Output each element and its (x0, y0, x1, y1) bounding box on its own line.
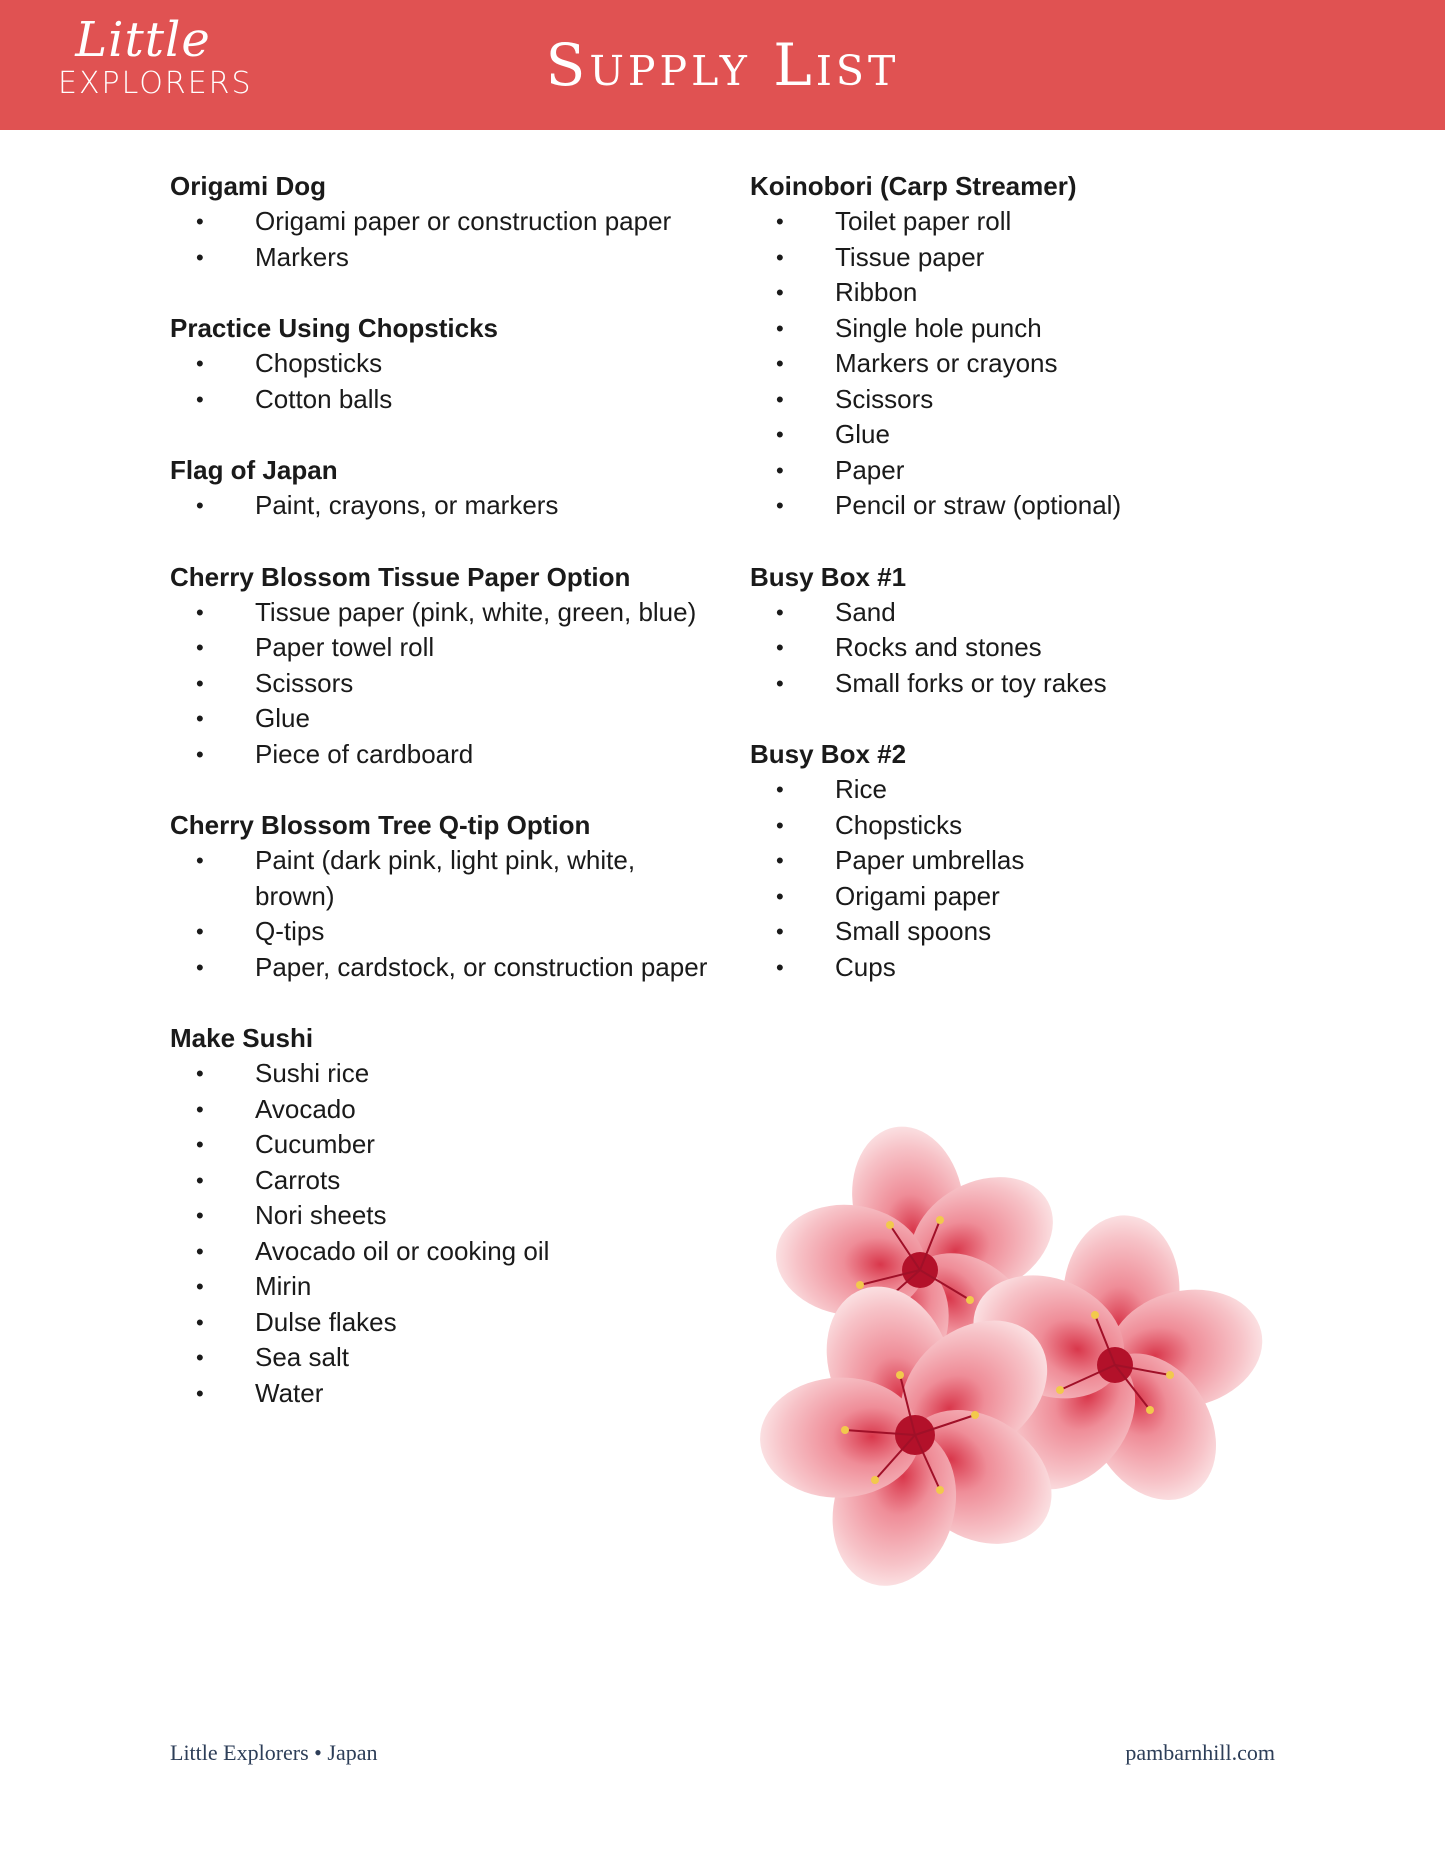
bullet-icon: • (196, 1274, 204, 1299)
supply-list (170, 488, 710, 524)
bullet-icon: • (776, 280, 784, 305)
bullet-icon: • (196, 599, 204, 625)
section-title: Busy Box #1 (750, 561, 907, 592)
supply-list (750, 595, 1310, 702)
item-text: Piece of cardboard (255, 738, 474, 769)
list-item (170, 666, 710, 702)
list-item (170, 346, 710, 382)
list-item (750, 950, 1310, 986)
supply-list (750, 772, 1310, 985)
item-text: Rocks and stones (835, 632, 1042, 662)
list-item (750, 417, 1310, 453)
bullet-icon: • (196, 1238, 204, 1264)
list-item (170, 204, 710, 240)
item-text: Ribbon (835, 277, 918, 307)
left-column (170, 168, 710, 1446)
bullet-icon: • (776, 209, 784, 234)
list-item (750, 808, 1310, 844)
bullet-icon: • (776, 919, 784, 944)
bullet-icon: • (196, 1203, 204, 1228)
list-item (750, 879, 1310, 915)
list-item (750, 240, 1310, 276)
item-text: Sea salt (255, 1342, 349, 1372)
list-item (170, 950, 710, 986)
list-item (750, 843, 1310, 879)
item-text: Scissors (255, 667, 354, 698)
item-text: Sushi rice (255, 1058, 370, 1088)
list-item (170, 630, 710, 666)
bullet-icon: • (776, 848, 784, 873)
supply-list (170, 204, 710, 275)
item-text: Paint (dark pink, light pink, white, brown) (255, 845, 636, 911)
section-title: Koinobori (Carp Streamer) (750, 171, 1077, 201)
list-item (170, 1234, 710, 1270)
bullet-icon: • (776, 635, 784, 660)
list-item (750, 204, 1310, 240)
bullet-icon: • (196, 1061, 204, 1086)
header-banner (0, 0, 1445, 130)
item-text: Carrots (255, 1164, 341, 1195)
bullet-icon: • (196, 741, 204, 767)
list-item (170, 701, 710, 737)
list-item (170, 595, 710, 631)
item-text: Pencil or straw (optional) (835, 490, 1122, 520)
section-title: Cherry Blossom Tree Q-tip Option (170, 810, 591, 840)
item-text: Single hole punch (835, 312, 1042, 343)
list-item (750, 382, 1310, 418)
item-text: Paper, cardstock, or construction paper (255, 951, 708, 982)
bullet-icon: • (196, 635, 204, 660)
list-item (750, 595, 1310, 631)
item-text: Sand (835, 596, 896, 627)
list-item (750, 488, 1310, 524)
list-item (750, 311, 1310, 347)
item-text: Glue (835, 419, 890, 449)
list-item (170, 382, 710, 418)
list-item (750, 666, 1310, 702)
item-text: Cups (835, 951, 896, 982)
section-title: Practice Using Chopsticks (170, 313, 498, 343)
list-item (750, 772, 1310, 808)
bullet-icon: • (776, 493, 784, 518)
bullet-icon: • (196, 386, 204, 412)
supply-section (170, 168, 710, 275)
bullet-icon: • (776, 351, 784, 376)
cherry-blossom-icon (755, 1105, 1275, 1605)
list-item (170, 1340, 710, 1376)
bullet-icon: • (776, 954, 784, 980)
bullet-icon: • (776, 812, 784, 838)
item-text: Toilet paper roll (835, 206, 1012, 236)
bullet-icon: • (196, 351, 204, 376)
bullet-icon: • (196, 1167, 204, 1193)
section-title: Make Sushi (170, 1023, 314, 1053)
bullet-icon: • (776, 315, 784, 341)
item-text: Cotton balls (255, 383, 393, 414)
logo-bottom-text: EXPLORERS (58, 66, 253, 101)
right-column (750, 168, 1310, 1020)
item-text: Paper (835, 454, 905, 485)
item-text: Paint, crayons, or markers (255, 490, 559, 520)
bullet-icon: • (776, 457, 784, 483)
item-text: Origami paper or construction paper (255, 206, 672, 236)
supply-list (170, 346, 710, 417)
list-item (170, 1127, 710, 1163)
list-item (170, 1198, 710, 1234)
item-text: Rice (835, 774, 888, 804)
section-title: Flag of Japan (170, 455, 338, 485)
bullet-icon: • (776, 599, 784, 625)
supply-list (170, 1056, 710, 1411)
bullet-icon: • (776, 777, 784, 802)
item-text: Avocado oil or cooking oil (255, 1235, 550, 1266)
supply-section (170, 807, 710, 985)
bullet-icon: • (196, 954, 204, 980)
bullet-icon: • (196, 670, 204, 696)
list-item (750, 914, 1310, 950)
list-item (170, 1163, 710, 1199)
item-text: Glue (255, 703, 310, 733)
list-item (170, 488, 710, 524)
bullet-icon: • (196, 848, 204, 873)
bullet-icon: • (196, 919, 204, 944)
supply-section (750, 559, 1310, 702)
section-title: Busy Box #2 (750, 739, 907, 769)
footer-series-label: Little Explorers • Japan (170, 1740, 378, 1765)
list-item (750, 275, 1310, 311)
list-item (170, 1092, 710, 1128)
item-text: Small forks or toy rakes (835, 667, 1107, 698)
item-text: Paper towel roll (255, 632, 435, 662)
supply-section (750, 168, 1310, 524)
item-text: Q-tips (255, 916, 325, 946)
list-item (170, 914, 710, 950)
item-text: Nori sheets (255, 1200, 387, 1230)
item-text: Tissue paper (835, 241, 985, 272)
bullet-icon: • (196, 209, 204, 234)
list-item (750, 630, 1310, 666)
supply-section (750, 736, 1310, 985)
bullet-icon: • (776, 670, 784, 696)
bullet-icon: • (196, 493, 204, 518)
section-title: Origami Dog (170, 171, 327, 201)
page-title: Supply List (545, 31, 900, 99)
supply-list (170, 843, 710, 985)
bullet-icon: • (776, 386, 784, 412)
item-text: Water (255, 1377, 324, 1408)
item-text: Markers (255, 241, 349, 272)
supply-section (170, 559, 710, 773)
item-text: Avocado (255, 1093, 356, 1124)
list-item (170, 1305, 710, 1341)
item-text: Cucumber (255, 1129, 375, 1159)
item-text: Chopsticks (835, 809, 963, 840)
bullet-icon: • (196, 1096, 204, 1122)
supply-list (750, 204, 1310, 524)
list-item (170, 737, 710, 773)
list-item (170, 240, 710, 276)
item-text: Paper umbrellas (835, 845, 1025, 875)
list-item (170, 1269, 710, 1305)
bullet-icon: • (776, 244, 784, 270)
item-text: Origami paper (835, 880, 1000, 911)
item-text: Chopsticks (255, 348, 383, 378)
bullet-icon: • (196, 706, 204, 731)
item-text: Tissue paper (pink, white, green, blue) (255, 596, 697, 627)
bullet-icon: • (196, 1380, 204, 1406)
section-title: Cherry Blossom Tissue Paper Option (170, 561, 631, 592)
list-item (170, 1376, 710, 1412)
bullet-icon: • (776, 422, 784, 447)
supply-section (170, 310, 710, 417)
list-item (170, 843, 710, 914)
bullet-icon: • (196, 1345, 204, 1370)
supply-section (170, 452, 710, 524)
bullet-icon: • (196, 1132, 204, 1157)
list-item (750, 346, 1310, 382)
bullet-icon: • (196, 1309, 204, 1335)
item-text: Small spoons (835, 916, 992, 946)
bullet-icon: • (196, 244, 204, 270)
item-text: Mirin (255, 1271, 312, 1301)
list-item (170, 1056, 710, 1092)
item-text: Dulse flakes (255, 1306, 397, 1337)
item-text: Scissors (835, 383, 934, 414)
footer-website-link[interactable]: pambarnhill.com (1125, 1740, 1275, 1765)
supply-list (170, 595, 710, 773)
supply-section (170, 1020, 710, 1411)
item-text: Markers or crayons (835, 348, 1058, 378)
list-item (750, 453, 1310, 489)
logo-top-text: Little (75, 12, 211, 68)
bullet-icon: • (776, 883, 784, 909)
